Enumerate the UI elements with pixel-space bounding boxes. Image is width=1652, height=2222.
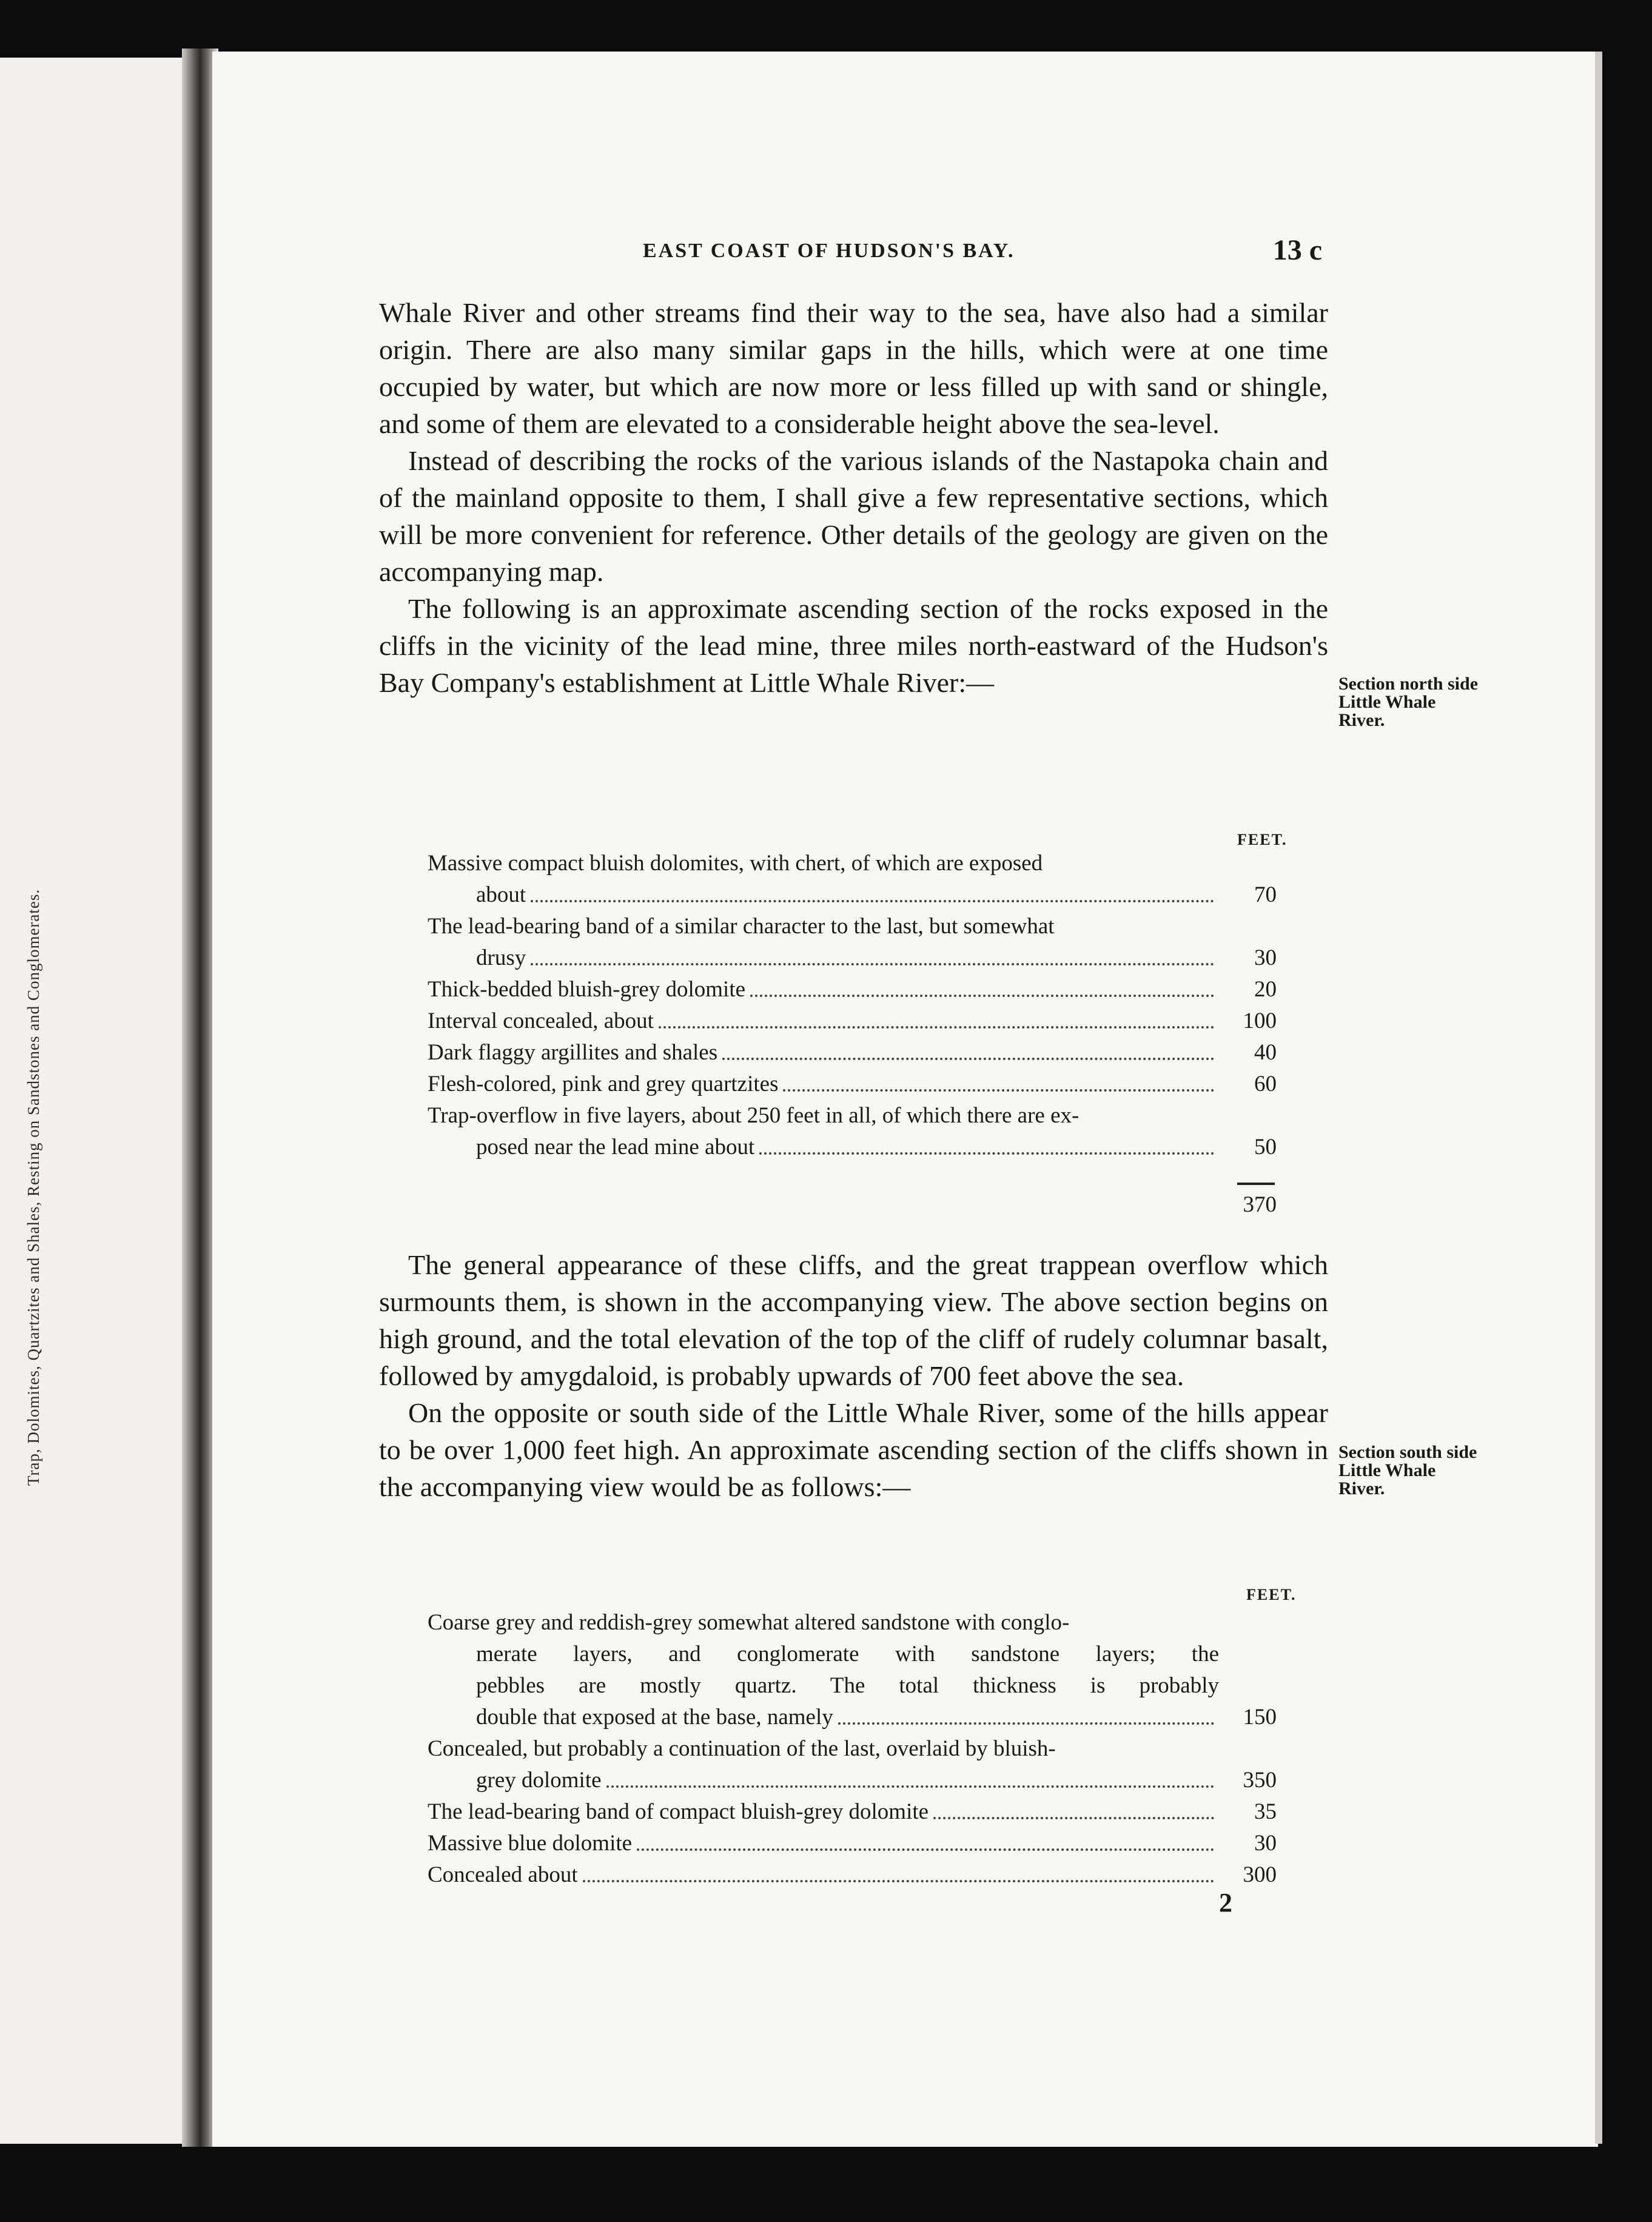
paragraph: The general appearance of these cliffs, and the great trappean overflow which surmounts them, is shown in the accompanying view. The above section begins on high ground, and the total elevation of the top of the cliff of rudely columnar basalt, followed by amygdaloid, is probably upwards of 700 feet above the sea. <box>379 1249 1328 1391</box>
table-row-continuation: pebbles are mostly quartz. The total thickness is probably <box>476 1673 1219 1698</box>
page-edge <box>1595 52 1602 2144</box>
table-row: Concealed about 300 <box>428 1862 1277 1887</box>
table1-unit-header: FEET. <box>1237 831 1288 848</box>
table-row: Thick-bedded bluish-grey dolomite 20 <box>428 977 1277 1002</box>
signature-mark: 2 <box>1219 1888 1232 1918</box>
spine-running-title: Trap, Dolomites, Quartzites and Shales, Resting on Sandstones and Conglomerates. <box>24 888 42 1486</box>
section-table-south <box>428 1607 1277 1891</box>
table2-unit-header: FEET. <box>1246 1586 1297 1603</box>
table-row: double that exposed at the base, namely 150 <box>476 1705 1277 1730</box>
paragraph: Instead of describing the rocks of the various islands of the Nastapoka chain and of the mainland opposite to them, I shall give a few representative sections, which will be more convenient for reference. Other details of the geology are given on the accompanying map. <box>379 445 1328 587</box>
margin-note-north: Section north side Little Whale River. <box>1338 674 1479 730</box>
table-row: Dark flaggy argillites and shales 40 <box>428 1040 1277 1065</box>
table-row: Flesh-colored, pink and grey quartzites 60 <box>428 1072 1277 1096</box>
body-text-middle <box>379 1246 1328 1505</box>
page-number: 13 c <box>1272 234 1322 266</box>
table-row: posed near the lead mine about 50 <box>476 1135 1277 1160</box>
table1-total: 370 <box>1243 1192 1277 1217</box>
section-table-north <box>428 848 1277 1163</box>
header-title: EAST COAST OF HUDSON'S BAY. <box>643 240 1015 262</box>
total-rule <box>1237 1183 1275 1185</box>
table-row: drusy 30 <box>476 945 1277 970</box>
table-row: Massive compact bluish dolomites, with chert, of which are exposed <box>428 851 1043 876</box>
table-row: Concealed, but probably a continuation of the last, overlaid by bluish- <box>428 1736 1056 1761</box>
paragraph: On the opposite or south side of the Little Whale River, some of the hills appear to be over 1,000 feet high. An approximate ascending section of the cliffs shown in the accompanying view would be as follows:— <box>379 1397 1328 1502</box>
table-row: The lead-bearing band of compact bluish-grey dolomite 35 <box>428 1799 1277 1824</box>
table-row: Interval concealed, about 100 <box>428 1009 1277 1033</box>
paragraph: Whale River and other streams find their way to the sea, have also had a similar origin. There are also many similar gaps in the hills, which were at one time occupied by water, but which are now more or less filled up with sand or shingle, and some of them are elevated to a considerable height above the sea-level. <box>379 297 1328 439</box>
body-text-top <box>379 294 1328 701</box>
margin-note-south: Section south side Little Whale River. <box>1338 1442 1477 1499</box>
paragraph: The following is an approximate ascending section of the rocks exposed in the cliffs in the vicinity of the lead mine, three miles north-eastward of the Hudson's Bay Company's establishment at Little Whale River:— <box>379 593 1328 698</box>
table-row: Massive blue dolomite 30 <box>428 1831 1277 1856</box>
table-row: The lead-bearing band of a similar character to the last, but somewhat <box>428 914 1055 939</box>
table-row: Coarse grey and reddish-grey somewhat altered sandstone with conglo- <box>428 1610 1070 1635</box>
table-row: Trap-overflow in five layers, about 250 feet in all, of which there are ex- <box>428 1103 1080 1128</box>
table-row: about 70 <box>476 882 1277 907</box>
table-row-continuation: merate layers, and conglomerate with sandstone layers; the <box>476 1642 1219 1666</box>
running-header <box>643 234 1322 266</box>
table-row: grey dolomite 350 <box>476 1768 1277 1793</box>
